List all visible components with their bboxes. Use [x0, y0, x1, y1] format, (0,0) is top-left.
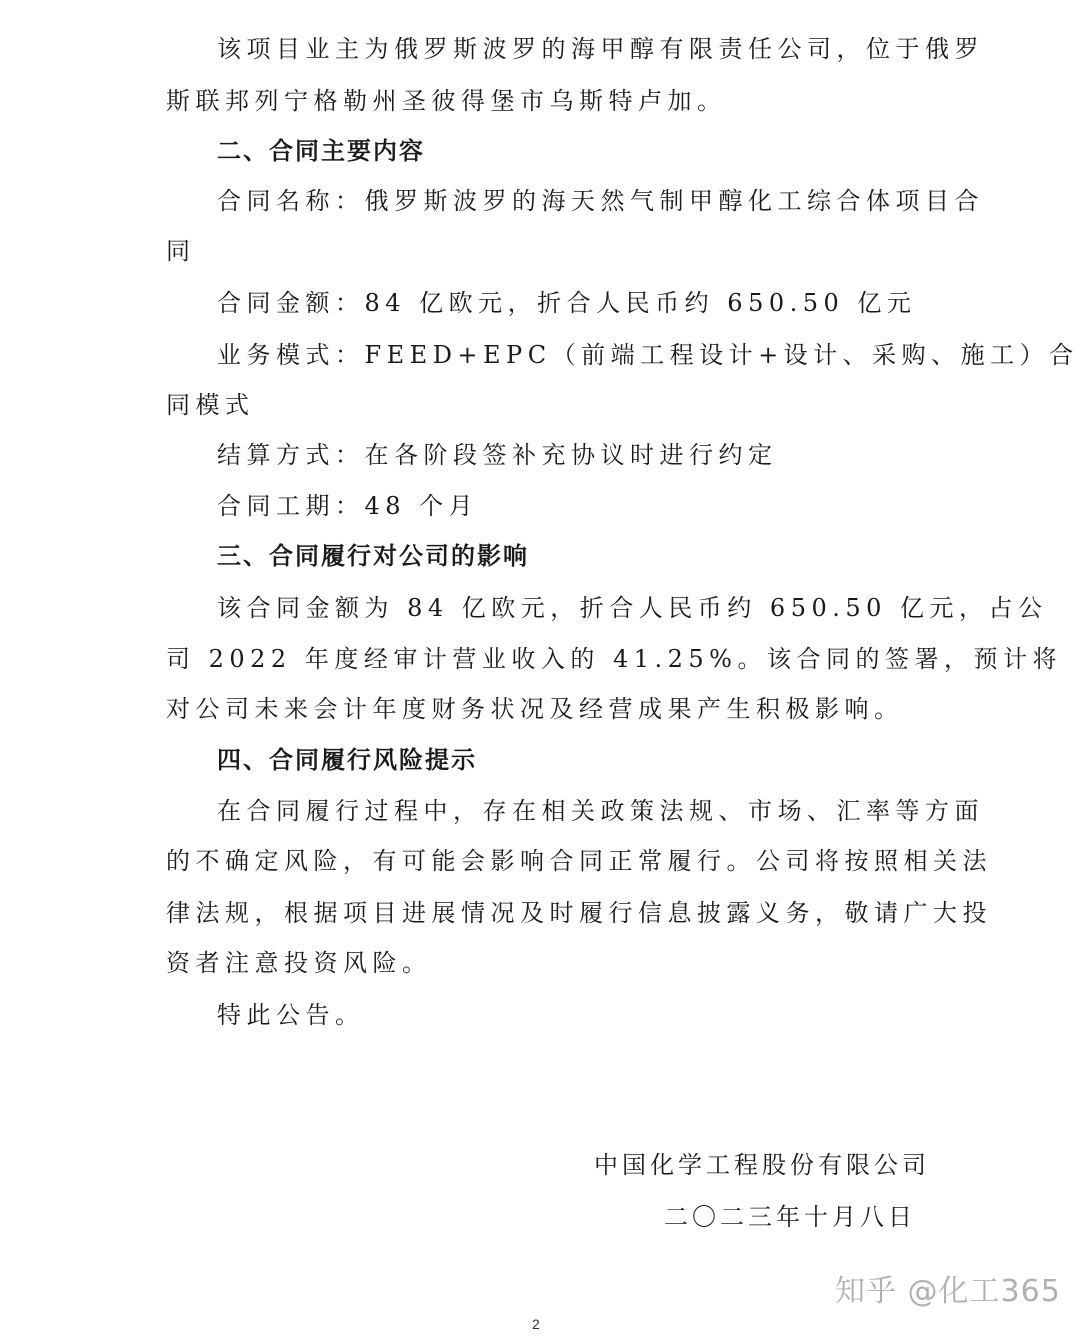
section-heading-risk: 四、合同履行风险提示 — [217, 746, 477, 774]
risk-line-1: 在合同履行过程中，存在相关政策法规、市场、汇率等方面 — [217, 797, 984, 825]
contract-name-line-1: 合同名称：俄罗斯波罗的海天然气制甲醇化工综合体项目合 — [217, 187, 984, 215]
risk-line-3: 律法规，根据项目进展情况及时履行信息披露义务，敬请广大投 — [166, 899, 992, 927]
contract-duration: 合同工期：48 个月 — [217, 492, 479, 520]
risk-line-2: 的不确定风险，有可能会影响合同正常履行。公司将按照相关法 — [166, 847, 992, 875]
business-mode-line-1: 业务模式：FEED+EPC（前端工程设计+设计、采购、施工）合 — [217, 341, 1079, 369]
settlement-method: 结算方式：在各阶段签补充协议时进行约定 — [217, 441, 778, 469]
closing-statement: 特此公告。 — [217, 1001, 365, 1029]
contract-amount: 合同金额：84 亿欧元，折合人民币约 650.50 亿元 — [217, 289, 917, 317]
impact-line-2: 司 2022 年度经审计营业收入的 41.25%。该合同的签署，预计将 — [166, 645, 1062, 673]
risk-line-4: 资者注意投资风险。 — [166, 949, 432, 977]
contract-name-line-2: 同 — [166, 237, 196, 265]
section-heading-contract-content: 二、合同主要内容 — [217, 137, 425, 165]
business-mode-line-2: 同模式 — [166, 391, 255, 419]
impact-line-1: 该合同金额为 84 亿欧元，折合人民币约 650.50 亿元，占公 — [217, 594, 1048, 622]
page-number: 2 — [532, 1316, 540, 1332]
paragraph-project-owner-line-2: 斯联邦列宁格勒州圣彼得堡市乌斯特卢加。 — [166, 87, 727, 115]
zhihu-watermark: 知乎 @化工365 — [835, 1274, 1061, 1309]
paragraph-project-owner-line-1: 该项目业主为俄罗斯波罗的海甲醇有限责任公司，位于俄罗 — [217, 35, 984, 63]
impact-line-3: 对公司未来会计年度财务状况及经营成果产生积极影响。 — [166, 695, 904, 723]
signature-date: 二〇二三年十月八日 — [664, 1203, 916, 1231]
section-heading-impact: 三、合同履行对公司的影响 — [217, 542, 529, 570]
signature-company: 中国化学工程股份有限公司 — [594, 1151, 930, 1179]
